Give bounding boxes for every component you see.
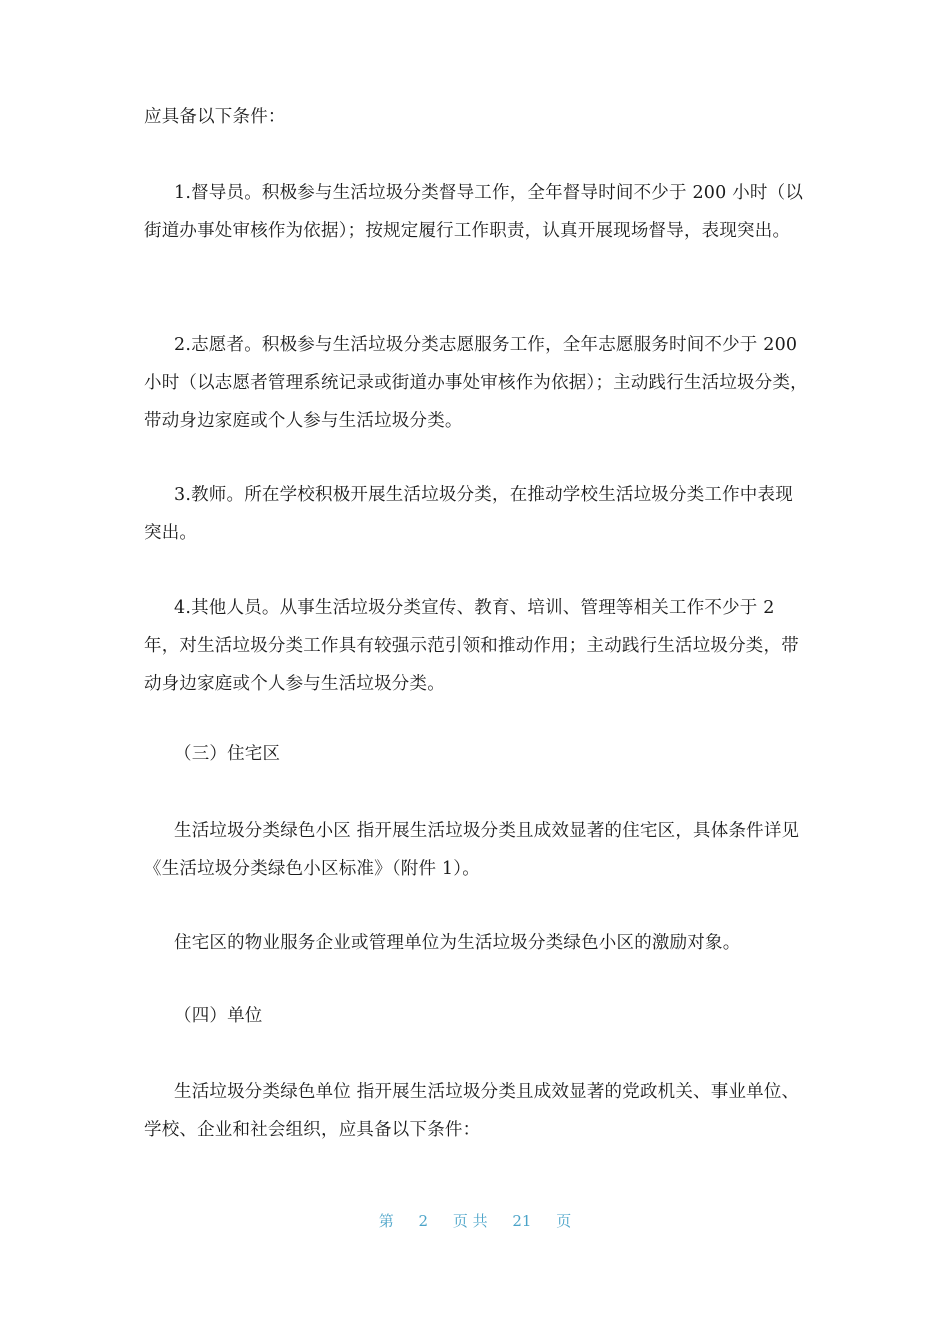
paragraph-supervisor: 1.督导员。积极参与生活垃圾分类督导工作，全年督导时间不少于 200 小时（以街道办事处审核作为依据）；按规定履行工作职责，认真开展现场督导，表现突出。 — [144, 183, 804, 241]
page-number-footer — [0, 1210, 950, 1231]
section-heading-residential: （三）住宅区 — [174, 744, 281, 764]
paragraph-other-personnel: 4.其他人员。从事生活垃圾分类宣传、教育、培训、管理等相关工作不少于 2 年，对生活垃圾分类工作具有较强示范引领和推动作用；主动践行生活垃圾分类，带动身边家庭或个人参与生活垃圾分类。 — [144, 598, 799, 694]
footer-prefix: 第 — [378, 1212, 394, 1230]
paragraph-conditions-intro: 应具备以下条件： — [144, 107, 286, 127]
paragraph-teacher: 3.教师。所在学校积极开展生活垃圾分类，在推动学校生活垃圾分类工作中表现突出。 — [144, 485, 793, 543]
paragraph-incentive-target: 住宅区的物业服务企业或管理单位为生活垃圾分类绿色小区的激励对象。 — [174, 933, 741, 953]
footer-middle: 页 共 — [452, 1212, 488, 1230]
paragraph-green-community: 生活垃圾分类绿色小区 指开展生活垃圾分类且成效显著的住宅区，具体条件详见《生活垃圾分类绿色小区标准》（附件 1）。 — [144, 821, 800, 879]
paragraph-green-unit: 生活垃圾分类绿色单位 指开展生活垃圾分类且成效显著的党政机关、事业单位、学校、企业和社会组织，应具备以下条件： — [144, 1082, 800, 1140]
paragraph-volunteer: 2.志愿者。积极参与生活垃圾分类志愿服务工作，全年志愿服务时间不少于 200 小时（以志愿者管理系统记录或街道办事处审核作为依据）；主动践行生活垃圾分类，带动身边家庭或个人参与生活垃圾分类。 — [144, 335, 808, 431]
section-heading-units: （四）单位 — [174, 1006, 263, 1026]
footer-current-page: 2 — [418, 1212, 429, 1230]
footer-total-pages: 21 — [512, 1212, 532, 1230]
footer-suffix: 页 — [556, 1212, 572, 1230]
